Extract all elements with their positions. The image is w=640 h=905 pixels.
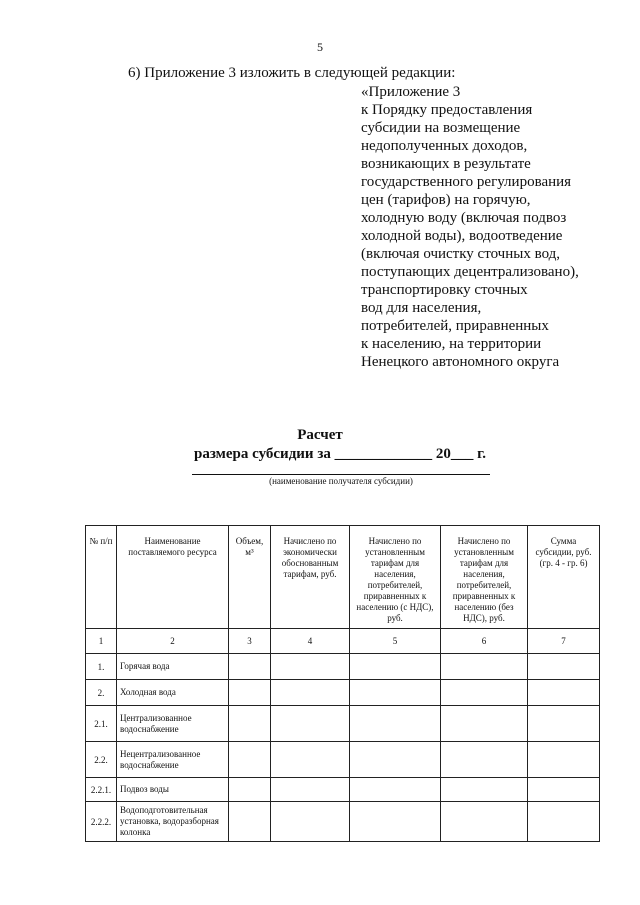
empty-cell: [441, 778, 528, 802]
empty-cell: [441, 654, 528, 680]
empty-cell: [350, 680, 441, 706]
resource-name: Централизованное водоснабжение: [117, 706, 229, 742]
subsidy-calculation-table: [85, 525, 600, 842]
column-number: 5: [350, 629, 441, 654]
page-number: 5: [317, 40, 323, 54]
column-header: Начислено по установленным тарифам для населения, потребителей, приравненных к населению (с НДС), руб.: [350, 526, 441, 629]
column-header: Наименование поставляемого ресурса: [117, 526, 229, 629]
recipient-caption: (наименование получателя субсидии): [269, 476, 413, 486]
appendix-line: субсидии на возмещение: [361, 120, 521, 136]
column-header: Начислено по экономически обоснованным тарифам, руб.: [271, 526, 350, 629]
empty-cell: [441, 680, 528, 706]
table-row: [86, 802, 600, 842]
column-header: Сумма субсидии, руб. (гр. 4 - гр. 6): [528, 526, 600, 629]
empty-cell: [271, 680, 350, 706]
resource-name: Горячая вода: [117, 654, 229, 680]
empty-cell: [229, 680, 271, 706]
resource-name: Нецентрализованное водоснабжение: [117, 742, 229, 778]
empty-cell: [229, 742, 271, 778]
appendix-line: вод для населения,: [361, 300, 482, 316]
empty-cell: [271, 706, 350, 742]
amendment-intro: 6) Приложение 3 изложить в следующей редакции:: [128, 65, 456, 81]
empty-cell: [229, 778, 271, 802]
table-row: [86, 706, 600, 742]
column-number: 4: [271, 629, 350, 654]
empty-cell: [350, 654, 441, 680]
appendix-line: (включая очистку сточных вод,: [361, 246, 561, 262]
empty-cell: [350, 802, 441, 842]
empty-cell: [350, 742, 441, 778]
column-number: 7: [528, 629, 600, 654]
row-number: 2.: [86, 680, 117, 706]
calculation-title: Расчет: [297, 427, 343, 443]
empty-cell: [350, 706, 441, 742]
table-row: [86, 680, 600, 706]
row-number: 2.2.2.: [86, 802, 117, 842]
calculation-subtitle: размера субсидии за _____________ 20___ г.: [194, 446, 486, 462]
column-header: Начислено по установленным тарифам для населения, потребителей, приравненных к населению (без НДС), руб.: [441, 526, 528, 629]
appendix-line: транспортировку сточных: [361, 282, 528, 298]
row-number: 2.2.1.: [86, 778, 117, 802]
appendix-line: цен (тарифов) на горячую,: [361, 192, 531, 208]
appendix-line: «Приложение 3: [361, 84, 461, 100]
empty-cell: [229, 802, 271, 842]
table-row: [86, 654, 600, 680]
empty-cell: [271, 778, 350, 802]
empty-cell: [229, 706, 271, 742]
appendix-line: потребителей, приравненных: [361, 318, 549, 334]
table-row: [86, 778, 600, 802]
empty-cell: [441, 802, 528, 842]
appendix-heading: [361, 83, 579, 371]
empty-cell: [271, 802, 350, 842]
appendix-line: государственного регулирования: [361, 174, 572, 190]
appendix-line: к населению, на территории: [361, 336, 542, 352]
resource-name: Подвоз воды: [117, 778, 229, 802]
row-number: 1.: [86, 654, 117, 680]
appendix-line: к Порядку предоставления: [361, 102, 533, 118]
resource-name: Водоподготовительная установка, водоразборная колонка: [117, 802, 229, 842]
appendix-line: возникающих в результате: [361, 156, 531, 172]
empty-cell: [528, 680, 600, 706]
empty-cell: [528, 802, 600, 842]
appendix-line: поступающих децентрализовано),: [361, 264, 579, 280]
empty-cell: [271, 654, 350, 680]
empty-cell: [441, 706, 528, 742]
column-number: 3: [229, 629, 271, 654]
table-row: [86, 742, 600, 778]
empty-cell: [528, 778, 600, 802]
appendix-line: недополученных доходов,: [361, 138, 528, 154]
appendix-line: холодной воды), водоотведение: [361, 228, 563, 244]
column-number: 2: [117, 629, 229, 654]
appendix-line: холодную воду (включая подвоз: [361, 210, 567, 226]
empty-cell: [350, 778, 441, 802]
appendix-line: Ненецкого автономного округа: [361, 354, 560, 370]
empty-cell: [528, 742, 600, 778]
recipient-line: [192, 474, 490, 475]
column-header: Объем, м³: [229, 526, 271, 629]
empty-cell: [441, 742, 528, 778]
column-number-row: [86, 629, 600, 654]
empty-cell: [528, 706, 600, 742]
empty-cell: [528, 654, 600, 680]
empty-cell: [229, 654, 271, 680]
column-header: № п/п: [86, 526, 117, 629]
row-number: 2.2.: [86, 742, 117, 778]
column-number: 6: [441, 629, 528, 654]
empty-cell: [271, 742, 350, 778]
table-header-row: [86, 526, 600, 629]
row-number: 2.1.: [86, 706, 117, 742]
column-number: 1: [86, 629, 117, 654]
resource-name: Холодная вода: [117, 680, 229, 706]
